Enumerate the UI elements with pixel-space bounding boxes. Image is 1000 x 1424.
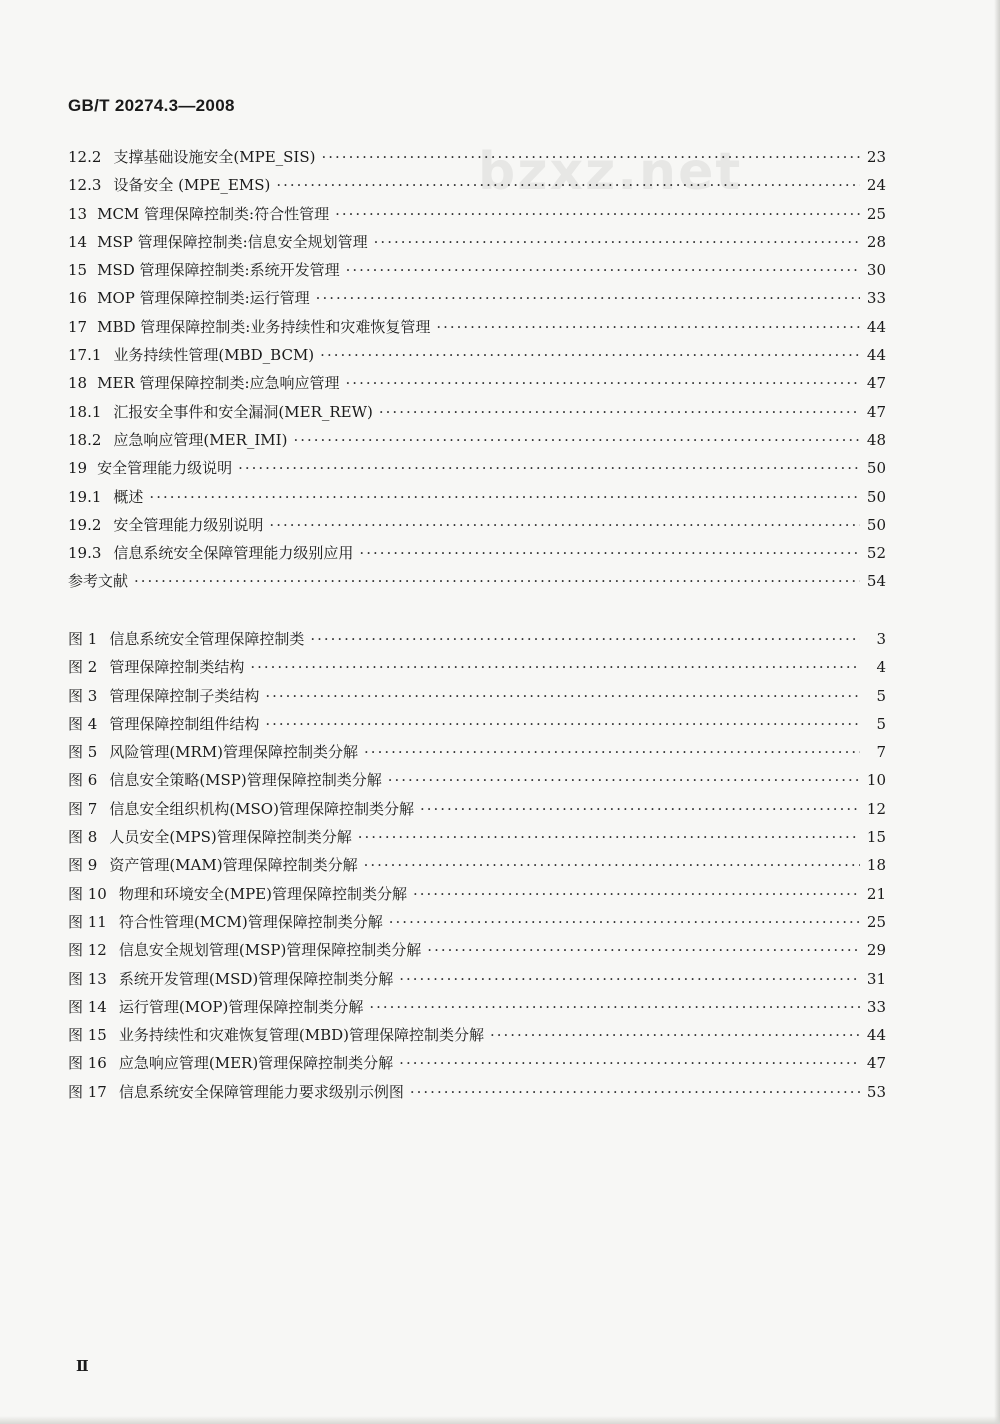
toc-entry[interactable] <box>68 341 886 369</box>
dot-leader <box>250 653 860 681</box>
entry-number: 图 4 <box>68 714 98 733</box>
entry-page-number: 15 <box>866 828 886 847</box>
dot-leader <box>369 993 860 1021</box>
entry-number: 图 11 <box>68 912 107 931</box>
dot-leader <box>364 851 860 879</box>
entry-page-number: 29 <box>866 941 886 960</box>
entry-title: 业务持续性管理(MBD_BCM) <box>113 346 315 365</box>
list-of-figures <box>68 625 886 1106</box>
entry-title: 运行管理(MOP)管理保障控制类分解 <box>118 997 364 1016</box>
entry-page-number: 24 <box>866 176 886 195</box>
entry-title: 应急响应管理(MER_IMI) <box>113 430 288 449</box>
entry-page-number: 50 <box>866 487 886 506</box>
toc-entry[interactable] <box>68 256 886 284</box>
toc-entry[interactable] <box>68 653 886 681</box>
dot-leader <box>269 511 860 539</box>
dot-leader <box>149 483 860 511</box>
entry-page-number: 52 <box>866 544 886 563</box>
dot-leader <box>399 965 860 993</box>
toc-entry[interactable] <box>68 398 886 426</box>
entry-number: 图 14 <box>68 997 107 1016</box>
entry-page-number: 44 <box>866 346 886 365</box>
entry-title: 管理保障控制组件结构 <box>109 714 260 733</box>
toc-entry[interactable] <box>68 539 886 567</box>
toc-entry[interactable] <box>68 511 886 539</box>
toc-entry[interactable] <box>68 625 886 653</box>
entry-page-number: 33 <box>866 289 886 308</box>
entry-title: MBD 管理保障控制类:业务持续性和灾难恢复管理 <box>97 317 431 336</box>
entry-title: MCM 管理保障控制类:符合性管理 <box>97 204 330 223</box>
toc-entry[interactable] <box>68 965 886 993</box>
entry-title: 信息系统安全保障管理能力要求级别示例图 <box>118 1082 404 1101</box>
toc-entry[interactable] <box>68 369 886 397</box>
entry-page-number: 23 <box>866 148 886 166</box>
dot-leader <box>320 341 860 369</box>
entry-page-number: 5 <box>876 686 886 705</box>
entry-number: 图 15 <box>68 1026 107 1045</box>
entry-title: 信息安全规划管理(MSP)管理保障控制类分解 <box>118 941 422 960</box>
entry-page-number: 53 <box>866 1082 886 1101</box>
document-id-header: GB/T 20274.3—2008 <box>68 96 235 115</box>
entry-page-number: 47 <box>866 402 886 421</box>
dot-leader <box>388 766 860 794</box>
entry-title: MSD 管理保障控制类:系统开发管理 <box>97 261 340 280</box>
entry-title: 资产管理(MAM)管理保障控制类分解 <box>109 856 358 875</box>
entry-page-number: 54 <box>866 572 886 591</box>
entry-page-number: 47 <box>866 374 886 393</box>
entry-number: 图 16 <box>68 1054 107 1073</box>
dot-leader <box>346 369 860 397</box>
entry-page-number: 50 <box>866 459 886 478</box>
entry-page-number: 44 <box>866 1026 886 1045</box>
entry-title: 管理保障控制类结构 <box>109 658 245 677</box>
entry-title: 管理保障控制子类结构 <box>109 686 260 705</box>
entry-title: 业务持续性和灾难恢复管理(MBD)管理保障控制类分解 <box>118 1026 484 1045</box>
toc-entry[interactable] <box>68 426 886 454</box>
entry-title: 风险管理(MRM)管理保障控制类分解 <box>109 743 359 762</box>
entry-number: 图 8 <box>68 828 98 847</box>
entry-number: 图 6 <box>68 771 98 790</box>
dot-leader <box>359 539 860 567</box>
toc-entry[interactable] <box>68 313 886 341</box>
entry-title: 信息安全组织机构(MSO)管理保障控制类分解 <box>109 799 414 818</box>
toc-entry[interactable] <box>68 823 886 851</box>
dot-leader <box>436 313 860 341</box>
entry-page-number: 7 <box>876 743 886 762</box>
entry-title: 系统开发管理(MSD)管理保障控制类分解 <box>118 969 394 988</box>
entry-title: 安全管理能力级别说明 <box>113 515 264 534</box>
dot-leader <box>374 228 860 256</box>
entry-page-number: 50 <box>866 515 886 534</box>
entry-page-number: 30 <box>866 261 886 280</box>
entry-number: 图 3 <box>68 686 98 705</box>
page-number: Ⅱ <box>76 1357 89 1375</box>
dot-leader <box>358 823 860 851</box>
entry-page-number: 12 <box>866 799 886 818</box>
toc-entry[interactable] <box>68 682 886 710</box>
entry-number: 18 <box>68 374 88 393</box>
entry-title: 人员安全(MPS)管理保障控制类分解 <box>109 828 352 847</box>
entry-number: 图 7 <box>68 799 98 818</box>
entry-title: 设备安全 (MPE_EMS) <box>113 176 271 195</box>
entry-page-number: 3 <box>876 630 886 648</box>
toc-entry[interactable] <box>68 795 886 823</box>
dot-leader <box>310 625 860 653</box>
entry-number: 19.1 <box>68 487 102 506</box>
entry-title: MER 管理保障控制类:应急响应管理 <box>97 374 340 393</box>
entry-page-number: 31 <box>866 969 886 988</box>
entry-number: 图 10 <box>68 884 107 903</box>
toc-entry[interactable] <box>68 1021 886 1049</box>
entry-title: 物理和环境安全(MPE)管理保障控制类分解 <box>118 884 407 903</box>
dot-leader <box>413 880 860 908</box>
entry-number: 17 <box>68 317 88 336</box>
page-edge-shadow <box>994 0 1000 1424</box>
entry-title: MSP 管理保障控制类:信息安全规划管理 <box>97 232 368 251</box>
entry-number: 14 <box>68 232 88 251</box>
dot-leader <box>389 908 860 936</box>
entry-page-number: 21 <box>866 884 886 903</box>
dot-leader <box>316 284 860 312</box>
entry-page-number: 47 <box>866 1054 886 1073</box>
entry-title: 信息系统安全管理保障控制类 <box>109 630 305 648</box>
entry-page-number: 4 <box>876 658 886 677</box>
toc-entry[interactable] <box>68 993 886 1021</box>
entry-number: 图 9 <box>68 856 98 875</box>
toc-entry[interactable] <box>68 483 886 511</box>
dot-leader <box>322 143 861 171</box>
entry-page-number: 18 <box>866 856 886 875</box>
toc-entry[interactable] <box>68 738 886 766</box>
entry-number: 图 13 <box>68 969 107 988</box>
entry-number: 图 5 <box>68 743 98 762</box>
page-edge-shadow-bottom <box>0 1416 1000 1424</box>
entry-number: 13 <box>68 204 88 223</box>
entry-number: 15 <box>68 261 88 280</box>
dot-leader <box>379 398 860 426</box>
dot-leader <box>276 171 860 199</box>
toc-entry[interactable] <box>68 880 886 908</box>
entry-number: 12.2 <box>68 148 102 166</box>
entry-number: 19 <box>68 459 88 478</box>
entry-number: 18.2 <box>68 430 102 449</box>
dot-leader <box>399 1049 860 1077</box>
toc-entry[interactable] <box>68 284 886 312</box>
dot-leader <box>427 936 860 964</box>
entry-title: 汇报安全事件和安全漏洞(MER_REW) <box>113 402 373 421</box>
dot-leader <box>346 256 860 284</box>
watermark: bzxz.net <box>478 142 743 202</box>
toc-entry[interactable] <box>68 143 886 171</box>
entry-title: 安全管理能力级说明 <box>97 459 233 478</box>
entry-page-number: 48 <box>866 430 886 449</box>
dot-leader <box>134 567 860 595</box>
dot-leader <box>335 200 860 228</box>
entry-number: 19.2 <box>68 515 102 534</box>
toc-entry[interactable] <box>68 766 886 794</box>
entry-page-number: 10 <box>866 771 886 790</box>
entry-number: 图 2 <box>68 658 98 677</box>
table-of-contents <box>68 143 886 596</box>
entry-page-number: 44 <box>866 317 886 336</box>
entry-number: 图 17 <box>68 1082 107 1101</box>
dot-leader <box>364 738 860 766</box>
toc-entry[interactable] <box>68 936 886 964</box>
entry-title: MOP 管理保障控制类:运行管理 <box>97 289 310 308</box>
toc-entry[interactable] <box>68 908 886 936</box>
toc-entry[interactable] <box>68 200 886 228</box>
entry-title: 信息系统安全保障管理能力级别应用 <box>113 544 354 563</box>
entry-title: 信息安全策略(MSP)管理保障控制类分解 <box>109 771 382 790</box>
dot-leader <box>293 426 860 454</box>
entry-number: 17.1 <box>68 346 102 365</box>
entry-title: 概述 <box>113 487 144 506</box>
entry-page-number: 25 <box>866 912 886 931</box>
toc-entry[interactable] <box>68 1078 886 1106</box>
entry-number: 16 <box>68 289 88 308</box>
entry-title: 符合性管理(MCM)管理保障控制类分解 <box>118 912 383 931</box>
entry-page-number: 33 <box>866 997 886 1016</box>
entry-title: 支撑基础设施安全(MPE_SIS) <box>113 148 316 166</box>
entry-title: 参考文献 <box>68 572 129 591</box>
dot-leader <box>265 710 860 738</box>
toc-entry[interactable] <box>68 567 886 595</box>
toc-entry[interactable] <box>68 228 886 256</box>
toc-entry[interactable] <box>68 851 886 879</box>
entry-number: 19.3 <box>68 544 102 563</box>
entry-number: 图 12 <box>68 941 107 960</box>
toc-entry[interactable] <box>68 171 886 199</box>
toc-entry[interactable] <box>68 1049 886 1077</box>
entry-page-number: 5 <box>876 714 886 733</box>
entry-number: 12.3 <box>68 176 102 195</box>
dot-leader <box>265 682 860 710</box>
dot-leader <box>410 1078 860 1106</box>
toc-entry[interactable] <box>68 710 886 738</box>
dot-leader <box>420 795 860 823</box>
entry-number: 图 1 <box>68 630 98 648</box>
entry-page-number: 25 <box>866 204 886 223</box>
entry-number: 18.1 <box>68 402 102 421</box>
entry-title: 应急响应管理(MER)管理保障控制类分解 <box>118 1054 394 1073</box>
dot-leader <box>238 454 860 482</box>
toc-entry[interactable] <box>68 454 886 482</box>
dot-leader <box>490 1021 860 1049</box>
entry-page-number: 28 <box>866 232 886 251</box>
